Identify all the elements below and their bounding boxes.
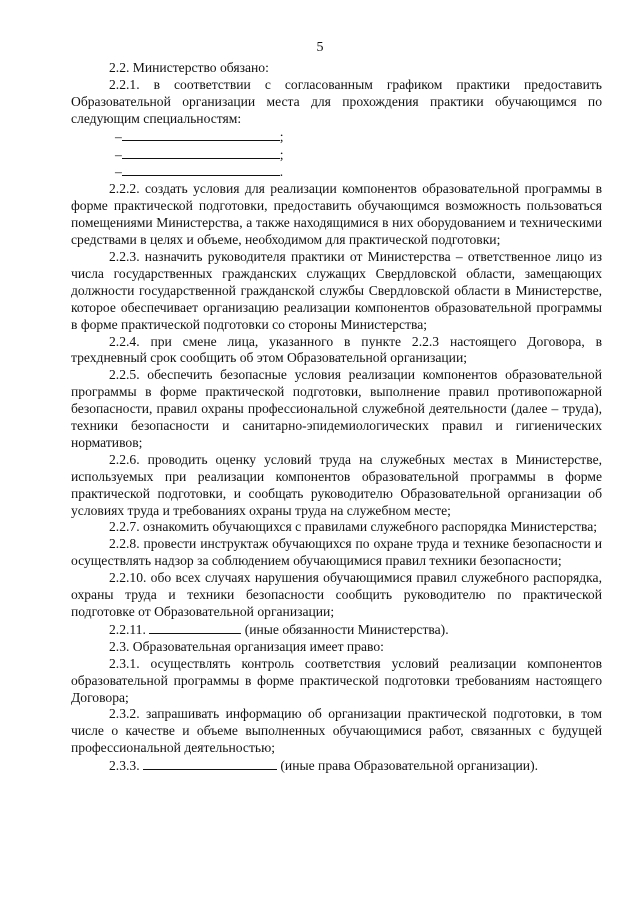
list-end: .: [279, 164, 284, 180]
blank-line: [149, 621, 241, 634]
clause-2-2-11: [71, 621, 602, 639]
list-end: ;: [279, 128, 284, 144]
specialty-list-item: [115, 128, 602, 146]
blank-line: [122, 163, 280, 176]
clause-2-2-7: 2.2.7. ознакомить обучающихся с правилами служебного распорядка Министерства;: [109, 519, 598, 535]
clause-number: 2.3.3.: [109, 758, 140, 774]
clause-number: 2.2.11.: [109, 621, 146, 637]
specialty-list-item: [115, 163, 602, 181]
clause-2-2-6: 2.2.6. проводить оценку условий труда на служебных местах в Министерстве, используемых при реализации компонентов образовательной программы в форме практической подготовки, и сообщать руководителю Образовательной организации об условиях труда и требованиях охраны труда на служебном месте;: [71, 451, 602, 518]
clause-2-2-1: 2.2.1. в соответствии с согласованным графиком практики предоставить Образовательной организации места для прохождения практики обучающимся по следующим специальностям:: [71, 76, 602, 126]
clause-note: (иные обязанности Министерства).: [244, 621, 449, 637]
clause-2-3: 2.3. Образовательная организация имеет право:: [109, 638, 384, 654]
clause-2-2-8: 2.2.8. провести инструктаж обучающихся по охране труда и технике безопасности и осуществлять надзор за соблюдением обучающимися правил техники безопасности;: [71, 536, 602, 569]
page-number: 5: [316, 40, 324, 55]
list-dash: –: [115, 128, 122, 144]
clause-2-2-5: 2.2.5. обеспечить безопасные условия реализации компонентов образовательной программы в форме практической подготовки, выполнение правил противопожарной безопасности, правил охраны профессиональной служебной деятельности (далее – труда), техники безопасности и санитарно-эпидемиологических правил и гигиенических нормативов;: [71, 367, 602, 450]
list-dash: –: [115, 146, 122, 162]
document-body: [71, 60, 602, 775]
blank-line: [122, 128, 280, 141]
clause-2-3-3: [71, 757, 602, 775]
list-dash: –: [115, 164, 122, 180]
clause-2-2: 2.2. Министерство обязано:: [109, 60, 269, 75]
blank-line: [143, 757, 277, 770]
clause-note: (иные права Образовательной организации).: [280, 758, 539, 774]
blank-line: [122, 146, 280, 159]
clause-2-3-2: 2.3.2. запрашивать информацию об организации практической подготовки, в том числе о качестве и объеме выполненных обучающимися работ, связанных с будущей профессиональной деятельностью;: [71, 706, 602, 756]
specialty-list-item: [115, 146, 602, 164]
clause-2-2-3: 2.2.3. назначить руководителя практики от Министерства – ответственное лицо из числа государственных гражданских служащих Свердловской области, замещающих должности государственной гражданской службы Свердловской области в Министерстве, которое обеспечивает организацию реализации компонентов образовательной программы в форме практической подготовки со стороны Министерства;: [71, 248, 602, 332]
clause-2-2-10: 2.2.10. обо всех случаях нарушения обучающимися правил служебного распорядка, охраны труда и техники безопасности сообщить руководителю по практической подготовке от Образовательной организации;: [71, 570, 602, 619]
clause-2-2-2: 2.2.2. создать условия для реализации компонентов образовательной программы в форме практической подготовки, предоставить обучающимся возможность пользоваться помещениями Министерства, а также находящимися в них оборудованием и техническими средствами в целях и объеме, необходимом для практической подготовки;: [71, 181, 602, 248]
list-end: ;: [279, 146, 284, 162]
clause-2-3-1: 2.3.1. осуществлять контроль соответствия условий реализации компонентов образовательной программы в форме практической подготовки требованиям настоящего Договора;: [71, 655, 602, 705]
clause-2-2-4: 2.2.4. при смене лица, указанного в пункте 2.2.3 настоящего Договора, в трехдневный срок сообщить об этом Образовательной организации;: [71, 333, 602, 366]
